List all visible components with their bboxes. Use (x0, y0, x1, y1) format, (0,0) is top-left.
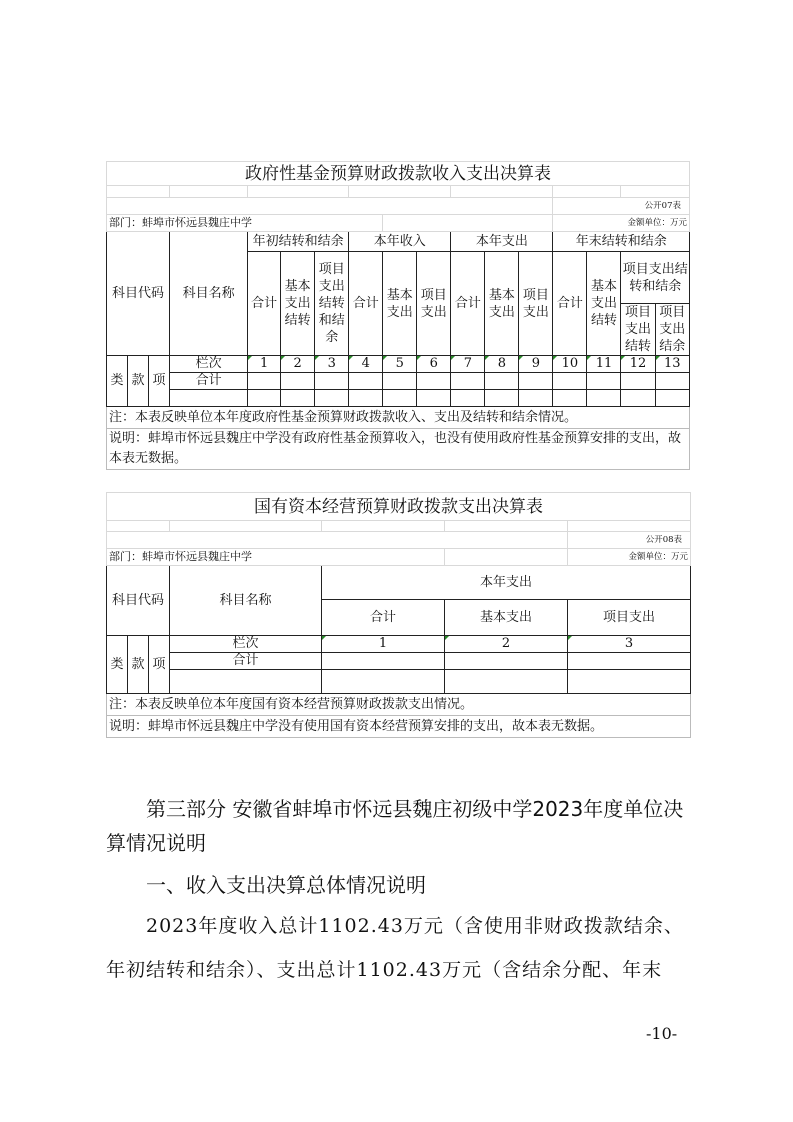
group-expense: 本年支出 (451, 232, 553, 252)
col-number: 5 (383, 356, 417, 373)
sub-end-project-carry: 项目支出结转 (621, 304, 655, 356)
section-heading: 第三部分 安徽省蚌埠市怀远县魏庄初级中学2023年度单位决算情况说明 (106, 797, 684, 855)
sub-total: 合计 (451, 252, 485, 356)
table-note: 注：本表反映单位本年度国有资本经营预算财政拨款支出情况。 (107, 694, 691, 716)
table-title: 政府性基金预算财政拨款收入支出决算表 (107, 162, 690, 186)
xiang-label: 项 (149, 636, 170, 694)
sub-basic-carry: 基本支出结转 (587, 252, 621, 356)
col-number: 3 (568, 636, 691, 653)
sub-basic: 基本支出 (383, 252, 417, 356)
table-explain: 说明：蚌埠市怀远县魏庄中学没有使用国有资本经营预算安排的支出，故本表无数据。 (107, 716, 691, 738)
col-number: 8 (485, 356, 519, 373)
header-name: 科目名称 (170, 232, 248, 356)
col-number: 4 (349, 356, 383, 373)
sub-total: 合计 (349, 252, 383, 356)
table-explain: 说明：蚌埠市怀远县魏庄中学没有政府性基金预算收入，也没有使用政府性基金预算安排的支出，故本表无数据。 (107, 429, 690, 470)
col-number: 11 (587, 356, 621, 373)
lanci-label: 栏次 (170, 636, 322, 653)
col-number: 6 (417, 356, 451, 373)
table-note: 注：本表反映单位本年度政府性基金预算财政拨款收入、支出及结转和结余情况。 (107, 407, 690, 429)
col-number: 1 (248, 356, 281, 373)
header-name: 科目名称 (170, 566, 322, 636)
heji-label: 合计 (170, 653, 322, 670)
group-income: 本年收入 (349, 232, 451, 252)
col-number: 12 (621, 356, 655, 373)
kuan-label: 款 (128, 356, 149, 407)
table-title: 国有资本经营预算财政拨款支出决算表 (107, 493, 691, 521)
table-code: 公开08表 (568, 532, 691, 549)
col-number: 9 (519, 356, 553, 373)
col-number: 3 (315, 356, 349, 373)
sub-basic: 基本支出 (485, 252, 519, 356)
col-number: 7 (451, 356, 485, 373)
sub-project: 项目支出 (519, 252, 553, 356)
col-number: 1 (322, 636, 445, 653)
lei-label: 类 (107, 356, 128, 407)
kuan-label: 款 (128, 636, 149, 694)
col-number: 13 (655, 356, 689, 373)
table-code: 公开07表 (553, 198, 690, 215)
header-code: 科目代码 (107, 232, 170, 356)
col-number: 10 (553, 356, 587, 373)
department-label: 部门：蚌埠市怀远县魏庄中学 (107, 215, 383, 232)
lei-label: 类 (107, 636, 128, 694)
lanci-label: 栏次 (170, 356, 248, 373)
header-code: 科目代码 (107, 566, 170, 636)
department-label: 部门：蚌埠市怀远县魏庄中学 (107, 549, 445, 566)
sub-total: 合计 (322, 600, 445, 636)
col-number: 2 (445, 636, 568, 653)
sub-total: 合计 (553, 252, 587, 356)
group-end: 年末结转和结余 (553, 232, 690, 252)
unit-label: 金额单位：万元 (553, 215, 690, 232)
sub-project: 项目支出 (417, 252, 451, 356)
unit-label: 金额单位：万元 (568, 549, 691, 566)
body-paragraph: 2023年度收入总计1102.43万元（含使用非财政拨款结余、年初结转和结余）、支出总计1102.43万元（含结余分配、年末 (106, 915, 684, 981)
col-number: 2 (281, 356, 315, 373)
sub-end-project: 项目支出结转和结余 (621, 252, 690, 304)
state-capital-table (106, 492, 691, 738)
page-number: -10- (646, 1024, 678, 1043)
heji-label: 合计 (170, 373, 248, 390)
sub-basic: 基本支出 (445, 600, 568, 636)
sub-heading: 一、收入支出决算总体情况说明 (146, 873, 426, 897)
xiang-label: 项 (149, 356, 170, 407)
sub-project: 项目支出 (568, 600, 691, 636)
gov-fund-table (106, 161, 690, 470)
group-expense: 本年支出 (322, 566, 691, 600)
sub-total: 合计 (248, 252, 281, 356)
sub-end-project-surplus: 项目支出结余 (655, 304, 689, 356)
sub-project-carry: 项目支出结转和结余 (315, 252, 349, 356)
group-start: 年初结转和结余 (248, 232, 349, 252)
sub-basic-carry: 基本支出结转 (281, 252, 315, 356)
